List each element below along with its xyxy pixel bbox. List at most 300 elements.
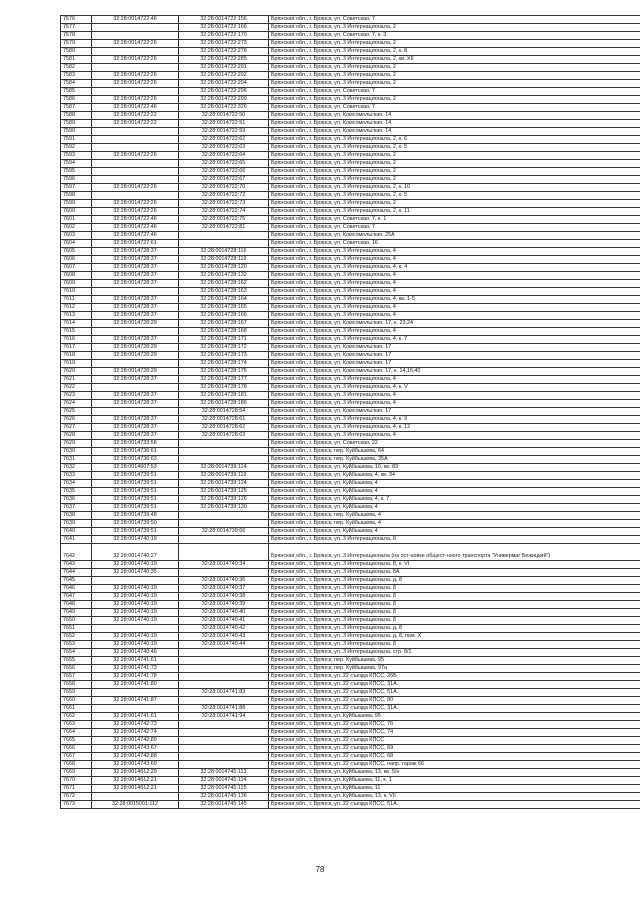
table-row [61, 617, 640, 625]
building-cadastral-number-cell: 32:28:0014740:36 [179, 577, 269, 585]
land-cadastral-number-cell: 32:28:0014742:74 [92, 729, 179, 737]
table-row [61, 456, 640, 464]
row-number-cell: 7608 [61, 272, 92, 280]
building-cadastral-number-cell: 32:28:0014728:167 [179, 320, 269, 328]
address-cell: Брянская обл., г. Брянск, ул. 3 Интернационала, 4 [269, 288, 640, 296]
row-number-cell: 7667 [61, 753, 92, 761]
row-number-cell: 7664 [61, 729, 92, 737]
land-cadastral-number-cell [92, 168, 179, 176]
address-cell: Брянская обл., г. Брянск, ул. Комсомольская, 17 [269, 360, 640, 368]
table-row [61, 448, 640, 456]
address-cell: Брянская обл., г. Брянск, ул. Куйбышева, 11 [269, 785, 640, 793]
address-cell: Брянская обл., г. Брянск, ул. 3 Интернационала, 2, к. 5 [269, 144, 640, 152]
table-row [61, 681, 640, 689]
building-cadastral-number-cell: 32:28:0014722:72 [179, 192, 269, 200]
land-cadastral-number-cell: 32:28:0014741:61 [92, 713, 179, 721]
building-cadastral-number-cell: 32:28:0014739:125 [179, 488, 269, 496]
row-number-cell: 7598 [61, 192, 92, 200]
building-cadastral-number-cell: 32:28:0014722:73 [179, 200, 269, 208]
building-cadastral-number-cell: 32:28:0014741:94 [179, 713, 269, 721]
row-number-cell: 7599 [61, 200, 92, 208]
address-cell: Брянская обл., г. Брянск, ул. 3 Интернационала, 8, к. VI [269, 561, 640, 569]
building-cadastral-number-cell [179, 448, 269, 456]
row-number-cell: 7668 [61, 761, 92, 769]
table-row [61, 64, 640, 72]
building-cadastral-number-cell [179, 512, 269, 520]
land-cadastral-number-cell: 32:28:0014741:73 [92, 665, 179, 673]
table-row [61, 601, 640, 609]
page-number: 78 [315, 865, 325, 874]
address-cell: Брянская обл., г. Брянск, ул. 3 Интернационала, 2 [269, 72, 640, 80]
row-number-cell: 7644 [61, 569, 92, 577]
address-cell: Брянская обл., г. Брянск, ул. 3 Интернационала, 4 [269, 280, 640, 288]
land-cadastral-number-cell [92, 144, 179, 152]
row-number-cell: 7651 [61, 625, 92, 633]
table-row [61, 472, 640, 480]
building-cadastral-number-cell [179, 721, 269, 729]
land-cadastral-number-cell [92, 288, 179, 296]
table-row [61, 673, 640, 681]
row-number-cell: 7579 [61, 40, 92, 48]
address-cell: Брянская обл., г. Брянск, ул. 3 Интернационала, 2, к. 11 [269, 208, 640, 216]
row-number-cell: 7627 [61, 424, 92, 432]
row-number-cell: 7612 [61, 304, 92, 312]
row-number-cell: 7639 [61, 520, 92, 528]
land-cadastral-number-cell: 32:28:0014736:63 [92, 456, 179, 464]
land-cadastral-number-cell: 32:28:0015001:112 [92, 801, 179, 809]
land-cadastral-number-cell: 32:28:0014728:37 [92, 248, 179, 256]
address-cell: Брянская обл., г. Брянск, ул. Комсомольская, 14 [269, 112, 640, 120]
row-number-cell: 7587 [61, 104, 92, 112]
land-cadastral-number-cell: 32:28:0014742:73 [92, 721, 179, 729]
land-cadastral-number-cell: 32:28:0014728:29 [92, 368, 179, 376]
building-cadastral-number-cell: 32:28:0014728:132 [179, 272, 269, 280]
row-number-cell: 7604 [61, 240, 92, 248]
land-cadastral-number-cell: 32:28:0014740:19 [92, 536, 179, 544]
row-number-cell: 7615 [61, 328, 92, 336]
row-number-cell: 7643 [61, 561, 92, 569]
building-cadastral-number-cell: 32:28:0014722:64 [179, 152, 269, 160]
table-row [61, 697, 640, 705]
building-cadastral-number-cell: 32:28:0014728:62 [179, 424, 269, 432]
address-cell: Брянская обл., г. Брянск, ул. 3 Интернационала, 2, к. 10 [269, 184, 640, 192]
table-row [61, 248, 640, 256]
building-cadastral-number-cell: 32:28:0014722:273 [179, 40, 269, 48]
row-number-cell: 7607 [61, 264, 92, 272]
row-number-cell: 7610 [61, 288, 92, 296]
table-row [61, 488, 640, 496]
row-number-cell: 7618 [61, 352, 92, 360]
row-number-cell: 7632 [61, 464, 92, 472]
building-cadastral-number-cell: 32:28:0014722:59 [179, 128, 269, 136]
address-cell: Брянская обл., г. Брянск, ул. 3 Интернационала, 8 [269, 617, 640, 625]
row-number-cell: 7613 [61, 312, 92, 320]
table-row [61, 320, 640, 328]
registry-table [60, 15, 640, 809]
address-cell: Брянская обл., г. Брянск, ул. 3 Интернационала, 2, к. 5 [269, 192, 640, 200]
building-cadastral-number-cell: 32:28:0014728:116 [179, 248, 269, 256]
land-cadastral-number-cell: 32:28:0014740:19 [92, 617, 179, 625]
table-row [61, 136, 640, 144]
building-cadastral-number-cell: 32:28:0014722:299 [179, 96, 269, 104]
address-cell: Брянская обл., г. Брянск, ул. 3 Интернационала, 2 [269, 176, 640, 184]
address-cell: Брянская обл., г. Брянск, ул. 3 Интернационала, стр. 8/1 [269, 649, 640, 657]
row-number-cell: 7640 [61, 528, 92, 536]
table-row [61, 729, 640, 737]
row-number-cell: 7637 [61, 504, 92, 512]
table-row [61, 424, 640, 432]
building-cadastral-number-cell: 32:28:0014722:67 [179, 176, 269, 184]
row-number-cell: 7666 [61, 745, 92, 753]
land-cadastral-number-cell: 32:28:0014728:29 [92, 320, 179, 328]
land-cadastral-number-cell [92, 64, 179, 72]
land-cadastral-number-cell: 32:28:0014736:61 [92, 448, 179, 456]
table-row [61, 192, 640, 200]
land-cadastral-number-cell: 32:28:0014722:26 [92, 80, 179, 88]
table-row [61, 376, 640, 384]
table-row [61, 256, 640, 264]
address-cell: Брянская обл., г. Брянск, ул. 3 Интернационала, 2, кв. XII [269, 56, 640, 64]
building-cadastral-number-cell: 32:28:0014722:63 [179, 144, 269, 152]
building-cadastral-number-cell: 32:28:0014739:119 [179, 472, 269, 480]
land-cadastral-number-cell: 32:28:0014722:46 [92, 216, 179, 224]
table-row [61, 304, 640, 312]
building-cadastral-number-cell: 32:28:0014740:41 [179, 617, 269, 625]
address-cell: Брянская обл., г. Брянск, ул. 3 Интернационала, 2 [269, 40, 640, 48]
land-cadastral-number-cell [92, 705, 179, 713]
address-cell: Брянская обл., г. Брянск, ул. 22 съезда КПСС, 80 [269, 697, 640, 705]
address-cell: Брянская обл., г. Брянск, ул. 3 Интернационала, 4, к. V [269, 384, 640, 392]
table-row [61, 272, 640, 280]
row-number-cell: 7605 [61, 248, 92, 256]
building-cadastral-number-cell: 32:28:0014722:74 [179, 208, 269, 216]
table-row [61, 536, 640, 544]
address-cell: Брянская обл., г. Брянск, ул. 3 Интернационала, 8 [269, 601, 640, 609]
table-row [61, 80, 640, 88]
table-row [61, 633, 640, 641]
address-cell: Брянская обл., г. Брянск, ул. Советская, 16 [269, 240, 640, 248]
registry-table-container [60, 15, 629, 809]
table-row [61, 176, 640, 184]
table-row [61, 352, 640, 360]
table-row [61, 761, 640, 769]
address-cell: Брянская обл., г. Брянск, пер. Куйбышева, 97а [269, 665, 640, 673]
address-cell: Брянская обл., г. Брянск, ул. Куйбышева, 11, к. 1 [269, 777, 640, 785]
table-row [61, 408, 640, 416]
row-number-cell: 7589 [61, 120, 92, 128]
building-cadastral-number-cell: 32:28:0014722:292 [179, 72, 269, 80]
land-cadastral-number-cell [92, 48, 179, 56]
address-cell: Брянская обл., г. Брянск, ул. 3 Интернационала, 4, к. 12 [269, 424, 640, 432]
building-cadastral-number-cell: 32:28:0014728:177 [179, 376, 269, 384]
table-row [61, 312, 640, 320]
table-row [61, 208, 640, 216]
land-cadastral-number-cell [92, 136, 179, 144]
address-cell: Брянская обл., г. Брянск, ул. 22 съезда КПСС, 69 [269, 745, 640, 753]
row-number-cell: 7622 [61, 384, 92, 392]
table-row [61, 328, 640, 336]
address-cell: Брянская обл., г. Брянск, ул. 3 Интернационала, 4 [269, 272, 640, 280]
address-cell: Брянская обл., г. Брянск, ул. 3 Интернационала, 8 [269, 609, 640, 617]
row-number-cell: 7661 [61, 705, 92, 713]
table-row [61, 528, 640, 536]
address-cell: Брянская обл., г. Брянск, ул. 3 Интернационала, 4 [269, 392, 640, 400]
row-number-cell: 7619 [61, 360, 92, 368]
building-cadastral-number-cell: 32:28:0014739:66 [179, 528, 269, 536]
building-cadastral-number-cell: 32:28:0014722:75 [179, 216, 269, 224]
building-cadastral-number-cell: 32:28:0014722:285 [179, 56, 269, 64]
table-row [61, 689, 640, 697]
row-number-cell: 7590 [61, 128, 92, 136]
address-cell: Брянская обл., г. Брянск, ул. Комсомольская, 17, к. 23,24 [269, 320, 640, 328]
table-row [61, 544, 640, 561]
land-cadastral-number-cell: 32:28:0014722:22 [92, 120, 179, 128]
table-row [61, 168, 640, 176]
address-cell: Брянская обл., г. Брянск, ул. Куйбышева, 13, кв. 5/н [269, 769, 640, 777]
land-cadastral-number-cell [92, 128, 179, 136]
table-row [61, 520, 640, 528]
row-number-cell: 7633 [61, 472, 92, 480]
land-cadastral-number-cell: 32:28:0014740:19 [92, 641, 179, 649]
land-cadastral-number-cell: 32:28:0014727:61 [92, 240, 179, 248]
building-cadastral-number-cell: 32:28:0014740:34 [179, 561, 269, 569]
row-number-cell: 7614 [61, 320, 92, 328]
land-cadastral-number-cell: 32:28:0014739:51 [92, 496, 179, 504]
land-cadastral-number-cell [92, 192, 179, 200]
table-row [61, 240, 640, 248]
row-number-cell: 7591 [61, 136, 92, 144]
land-cadastral-number-cell: 32:28:0014722:26 [92, 208, 179, 216]
building-cadastral-number-cell: 32:28:0014722:296 [179, 88, 269, 96]
table-row [61, 392, 640, 400]
row-number-cell: 7652 [61, 633, 92, 641]
address-cell: Брянская обл., г. Брянск, ул. Комсомольская, 14 [269, 120, 640, 128]
row-number-cell: 7634 [61, 480, 92, 488]
address-cell: Брянская обл., г. Брянск, ул. 22 съезда КПСС, 76 [269, 721, 640, 729]
address-cell: Брянская обл., г. Брянск, ул. 3 Интернационала, 2 [269, 152, 640, 160]
address-cell: Брянская обл., г. Брянск, ул. 3 Интернационала, 4 [269, 256, 640, 264]
address-cell: Брянская обл., г. Брянск, ул. 3 Интернационала, 4 [269, 432, 640, 440]
address-cell: Брянская обл., г. Брянск, ул. 3 Интернационала, 4, кв. 1-5 [269, 296, 640, 304]
row-number-cell: 7595 [61, 168, 92, 176]
land-cadastral-number-cell: 32:28:0014722:26 [92, 40, 179, 48]
address-cell: Брянская обл., г. Брянск, ул. 22 съезда КПСС, напр. гараж 66 [269, 761, 640, 769]
land-cadastral-number-cell: 32:28:0014742:89 [92, 737, 179, 745]
land-cadastral-number-cell: 32:28:0014740:19 [92, 601, 179, 609]
land-cadastral-number-cell [92, 793, 179, 801]
table-row [61, 793, 640, 801]
address-cell: Брянская обл., г. Брянск, ул. Комсомольская, 17 [269, 352, 640, 360]
address-cell: Брянская обл., г. Брянск, ул. 3 Интернационала, д. 8, пом. X [269, 633, 640, 641]
land-cadastral-number-cell: 32:28:0014728:37 [92, 376, 179, 384]
land-cadastral-number-cell [92, 88, 179, 96]
row-number-cell: 7629 [61, 440, 92, 448]
land-cadastral-number-cell: 32:28:0014739:48 [92, 512, 179, 520]
address-cell: Брянская обл., г. Брянск, ул. Куйбышева, 95 [269, 713, 640, 721]
table-row [61, 120, 640, 128]
address-cell: Брянская обл., г. Брянск, ул. Комсомольская, 17 [269, 344, 640, 352]
building-cadastral-number-cell [179, 232, 269, 240]
address-cell: Брянская обл., г. Брянск, ул. 3 Интернационала, 8 [269, 593, 640, 601]
table-row [61, 264, 640, 272]
building-cadastral-number-cell [179, 456, 269, 464]
table-row [61, 32, 640, 40]
land-cadastral-number-cell: 32:28:0014722:46 [92, 224, 179, 232]
row-number-cell: 7628 [61, 432, 92, 440]
land-cadastral-number-cell [92, 32, 179, 40]
table-row [61, 609, 640, 617]
building-cadastral-number-cell [179, 440, 269, 448]
land-cadastral-number-cell: 32:28:0014741:61 [92, 657, 179, 665]
address-cell: Брянская обл., г. Брянск, ул. 3 Интернационала, 4 [269, 312, 640, 320]
row-number-cell: 7583 [61, 72, 92, 80]
building-cadastral-number-cell [179, 753, 269, 761]
table-row [61, 713, 640, 721]
land-cadastral-number-cell: 32:28:0014728:29 [92, 344, 179, 352]
row-number-cell: 7654 [61, 649, 92, 657]
row-number-cell: 7588 [61, 112, 92, 120]
building-cadastral-number-cell: 32:28:0014740:38 [179, 593, 269, 601]
land-cadastral-number-cell: 32:28:0014743:69 [92, 761, 179, 769]
table-row [61, 152, 640, 160]
building-cadastral-number-cell: 32:28:0014722:65 [179, 160, 269, 168]
row-number-cell: 7625 [61, 408, 92, 416]
row-number-cell: 7603 [61, 232, 92, 240]
table-row [61, 777, 640, 785]
building-cadastral-number-cell: 32:28:0014728:120 [179, 264, 269, 272]
address-cell: Брянская обл., г. Брянск, ул. 3 Интернационала, 2 [269, 200, 640, 208]
address-cell: Брянская обл., г. Брянск, ул. 22 съезда КПСС [269, 737, 640, 745]
table-row [61, 785, 640, 793]
address-cell: Брянская обл., г. Брянск, пер. Куйбышева, 64 [269, 448, 640, 456]
land-cadastral-number-cell: 32:28:0014722:26 [92, 56, 179, 64]
land-cadastral-number-cell: 32:28:0014740:19 [92, 633, 179, 641]
land-cadastral-number-cell: 32:28:0014741:87 [92, 697, 179, 705]
table-row [61, 112, 640, 120]
row-number-cell: 7578 [61, 32, 92, 40]
table-row [61, 496, 640, 504]
address-cell: Брянская обл., г. Брянск, ул. 22 съезда КПСС, 74 [269, 729, 640, 737]
row-number-cell: 7593 [61, 152, 92, 160]
row-number-cell: 7646 [61, 585, 92, 593]
row-number-cell: 7656 [61, 665, 92, 673]
building-cadastral-number-cell [179, 536, 269, 544]
row-number-cell: 7635 [61, 488, 92, 496]
table-row [61, 569, 640, 577]
land-cadastral-number-cell: 32:28:0014740:46 [92, 649, 179, 657]
row-number-cell: 7650 [61, 617, 92, 625]
land-cadastral-number-cell [92, 24, 179, 32]
land-cadastral-number-cell: 32:28:0014607:53 [92, 464, 179, 472]
building-cadastral-number-cell: 32:28:0014741:88 [179, 705, 269, 713]
building-cadastral-number-cell: 32:28:0014740:39 [179, 601, 269, 609]
land-cadastral-number-cell: 32:28:0014739:51 [92, 528, 179, 536]
table-row [61, 296, 640, 304]
building-cadastral-number-cell: 32:28:0014741:83 [179, 689, 269, 697]
row-number-cell: 7647 [61, 593, 92, 601]
table-row [61, 400, 640, 408]
table-row [61, 336, 640, 344]
land-cadastral-number-cell: 32:28:0014739:51 [92, 472, 179, 480]
address-cell: Брянская обл., г. Брянск, ул. Советская, 7 [269, 224, 640, 232]
row-number-cell: 7623 [61, 392, 92, 400]
table-row [61, 144, 640, 152]
land-cadastral-number-cell: 32:28:0014739:50 [92, 520, 179, 528]
address-cell: Брянская обл., г. Брянск, ул. 3 Интернационала, 4, к. 4 [269, 264, 640, 272]
building-cadastral-number-cell: 32:28:0014745:114 [179, 777, 269, 785]
land-cadastral-number-cell: 32:28:0014740:19 [92, 561, 179, 569]
building-cadastral-number-cell: 32:28:0014722:70 [179, 184, 269, 192]
land-cadastral-number-cell: 32:28:0014722:26 [92, 96, 179, 104]
land-cadastral-number-cell [92, 176, 179, 184]
row-number-cell: 7617 [61, 344, 92, 352]
table-row [61, 577, 640, 585]
table-row [61, 344, 640, 352]
address-cell: Брянская обл., г. Брянск, ул. 3 Интернационала, 8 [269, 585, 640, 593]
address-cell: Брянская обл., г. Брянск, ул. 22 съезда КПСС, 51А [269, 801, 640, 809]
row-number-cell: 7655 [61, 657, 92, 665]
row-number-cell: 7662 [61, 713, 92, 721]
address-cell: Брянская обл., г. Брянск, ул. Советская, 7 [269, 88, 640, 96]
table-row [61, 585, 640, 593]
land-cadastral-number-cell: 32:28:0014722:26 [92, 72, 179, 80]
building-cadastral-number-cell: 32:28:0014740:37 [179, 585, 269, 593]
building-cadastral-number-cell [179, 665, 269, 673]
row-number-cell: 7636 [61, 496, 92, 504]
building-cadastral-number-cell [179, 673, 269, 681]
land-cadastral-number-cell: 32:28:0014722:46 [92, 104, 179, 112]
row-number-cell: 7580 [61, 48, 92, 56]
address-cell: Брянская обл., г. Брянск, ул. 3 Интернационала, 2 [269, 96, 640, 104]
row-number-cell: 7669 [61, 769, 92, 777]
land-cadastral-number-cell [92, 328, 179, 336]
table-row [61, 280, 640, 288]
building-cadastral-number-cell: 32:28:0014728:61 [179, 416, 269, 424]
table-row [61, 801, 640, 809]
row-number-cell: 7576 [61, 16, 92, 24]
building-cadastral-number-cell: 32:28:0014728:162 [179, 280, 269, 288]
land-cadastral-number-cell: 32:28:0014722:46 [92, 16, 179, 24]
table-row [61, 649, 640, 657]
building-cadastral-number-cell: 32:28:0014728:63 [179, 432, 269, 440]
address-cell: Брянская обл., г. Брянск, ул. 3 Интернационала, 8А [269, 569, 640, 577]
building-cadastral-number-cell: 32:28:0014728:178 [179, 384, 269, 392]
land-cadastral-number-cell [92, 577, 179, 585]
land-cadastral-number-cell: 32:28:0014728:37 [92, 264, 179, 272]
table-row [61, 769, 640, 777]
table-row [61, 104, 640, 112]
land-cadastral-number-cell: 32:28:0014728:37 [92, 416, 179, 424]
address-cell: Брянская обл., г. Брянск, пер. Куйбышева, 95 [269, 657, 640, 665]
address-cell: Брянская обл., г. Брянск, пер. Куйбышева, 35А [269, 456, 640, 464]
address-cell: Брянская обл., г. Брянск, ул. Куйбышева, 4 [269, 488, 640, 496]
address-cell: Брянская обл., г. Брянск, ул. Куйбышева, 10, кв. 83 [269, 464, 640, 472]
row-number-cell: 7602 [61, 224, 92, 232]
row-number-cell: 7642 [61, 544, 92, 561]
table-row [61, 512, 640, 520]
building-cadastral-number-cell: 32:28:0014728:186 [179, 400, 269, 408]
building-cadastral-number-cell: 32:28:0014740:42 [179, 625, 269, 633]
building-cadastral-number-cell: 32:28:0014728:165 [179, 304, 269, 312]
address-cell: Брянская обл., г. Брянск, ул. 22 съезда КПСС, 51А [269, 689, 640, 697]
row-number-cell: 7630 [61, 448, 92, 456]
building-cadastral-number-cell [179, 761, 269, 769]
land-cadastral-number-cell: 32:28:0014612:21 [92, 777, 179, 785]
building-cadastral-number-cell: 32:28:0014722:294 [179, 80, 269, 88]
land-cadastral-number-cell: 32:28:0014740:19 [92, 609, 179, 617]
table-row [61, 737, 640, 745]
land-cadastral-number-cell [92, 160, 179, 168]
